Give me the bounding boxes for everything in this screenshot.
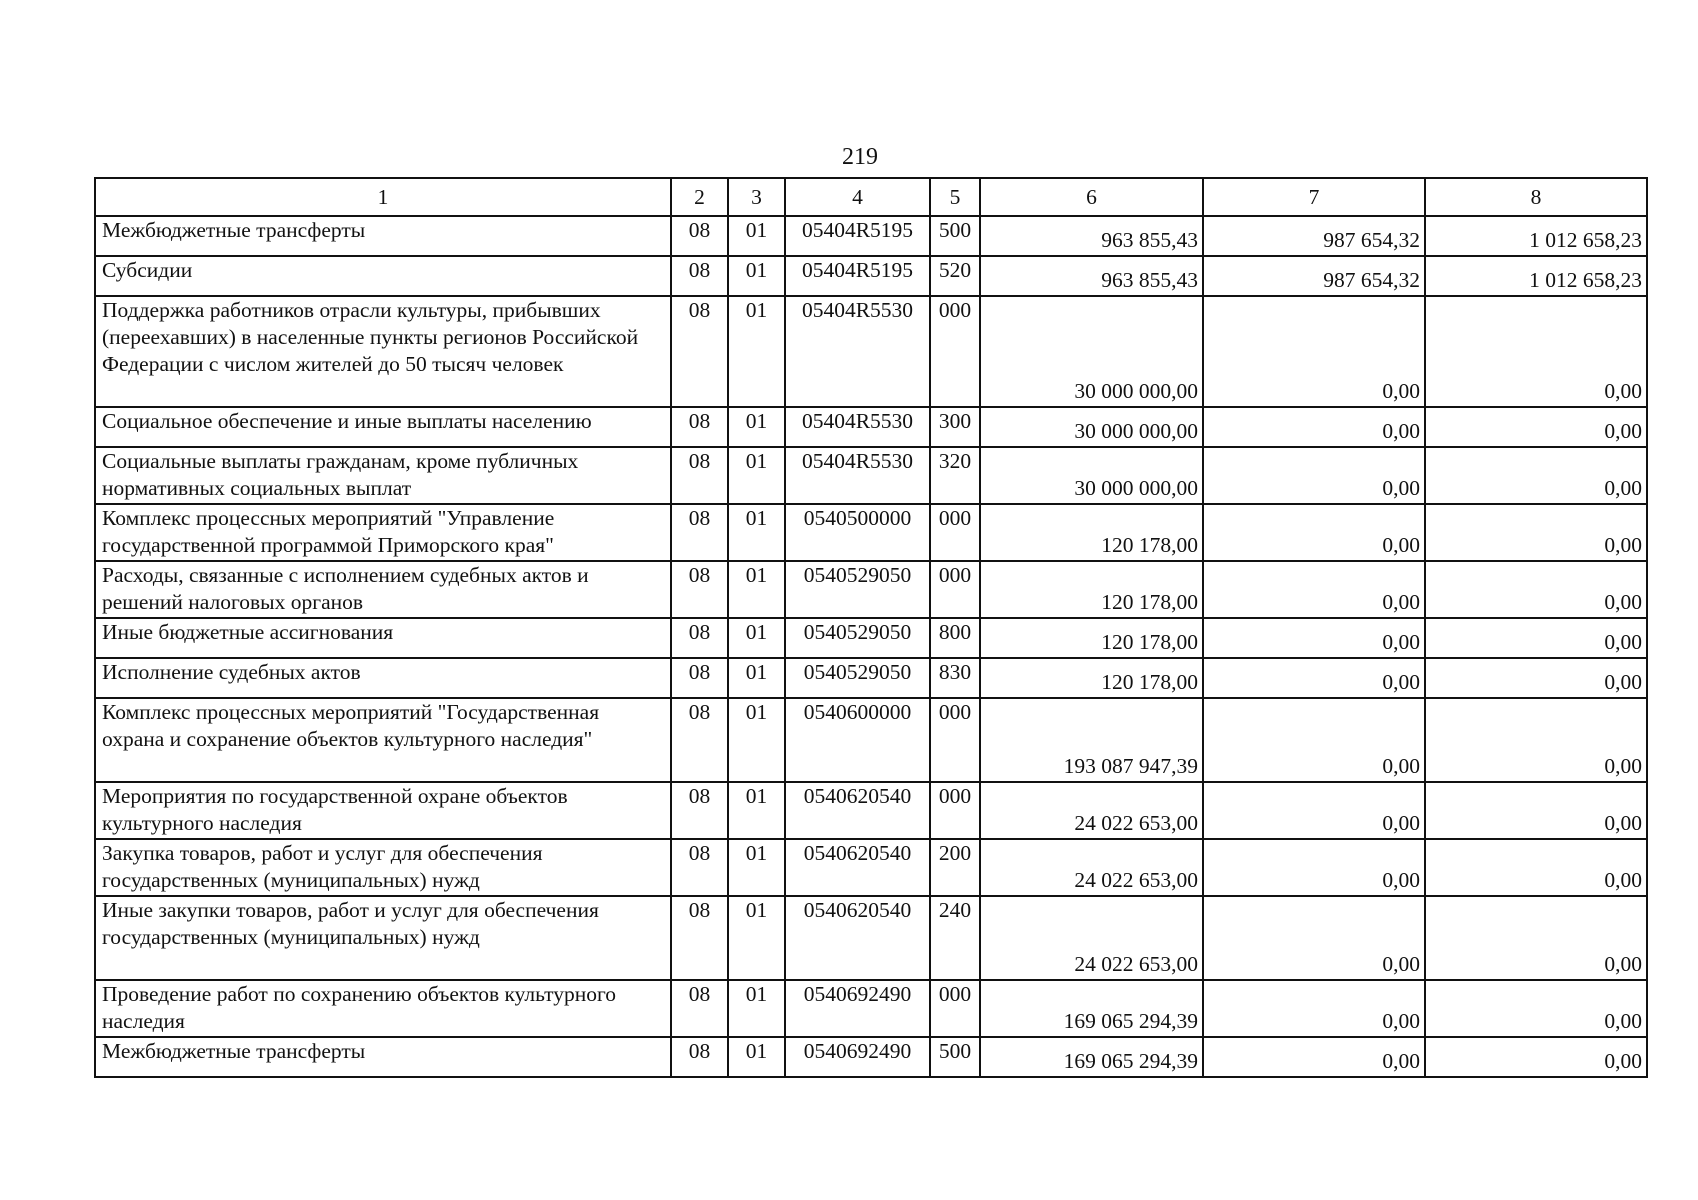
row-amount-6: 963 855,43: [980, 216, 1203, 256]
row-amount-7: 0,00: [1203, 407, 1425, 447]
row-subsection: 01: [728, 658, 785, 698]
row-name: Межбюджетные трансферты: [95, 216, 671, 256]
row-amount-6: 120 178,00: [980, 658, 1203, 698]
row-expense-type: 000: [930, 561, 980, 618]
row-amount-8: 1 012 658,23: [1425, 216, 1647, 256]
row-amount-8: 0,00: [1425, 698, 1647, 782]
row-section: 08: [671, 216, 728, 256]
table-row: [95, 296, 1647, 407]
row-target-code: 0540529050: [785, 561, 930, 618]
column-header: 7: [1203, 178, 1425, 216]
row-name: Комплекс процессных мероприятий "Управление государственной программой Приморского края": [95, 504, 671, 561]
row-amount-6: 120 178,00: [980, 504, 1203, 561]
table-row: [95, 658, 1647, 698]
column-header: 5: [930, 178, 980, 216]
table-row: [95, 447, 1647, 504]
row-target-code: 0540529050: [785, 618, 930, 658]
row-subsection: 01: [728, 296, 785, 407]
row-amount-7: 0,00: [1203, 504, 1425, 561]
row-amount-7: 0,00: [1203, 447, 1425, 504]
row-target-code: 0540692490: [785, 1037, 930, 1077]
row-amount-6: 24 022 653,00: [980, 839, 1203, 896]
row-target-code: 0540620540: [785, 839, 930, 896]
row-name: Поддержка работников отрасли культуры, прибывших (переехавших) в населенные пункты регионов Российской Федерации с числом жителей до 50 тысяч человек: [95, 296, 671, 407]
row-amount-8: 0,00: [1425, 782, 1647, 839]
row-expense-type: 300: [930, 407, 980, 447]
row-expense-type: 000: [930, 504, 980, 561]
row-amount-6: 169 065 294,39: [980, 1037, 1203, 1077]
row-section: 08: [671, 407, 728, 447]
row-amount-6: 120 178,00: [980, 561, 1203, 618]
row-target-code: 05404R5195: [785, 216, 930, 256]
table-row: [95, 618, 1647, 658]
row-amount-8: 0,00: [1425, 561, 1647, 618]
row-expense-type: 000: [930, 782, 980, 839]
row-amount-7: 0,00: [1203, 698, 1425, 782]
table-row: [95, 504, 1647, 561]
row-name: Комплекс процессных мероприятий "Государственная охрана и сохранение объектов культурного наследия": [95, 698, 671, 782]
row-section: 08: [671, 504, 728, 561]
row-amount-8: 0,00: [1425, 447, 1647, 504]
row-amount-7: 0,00: [1203, 896, 1425, 980]
row-amount-6: 963 855,43: [980, 256, 1203, 296]
row-target-code: 05404R5530: [785, 296, 930, 407]
row-amount-7: 0,00: [1203, 839, 1425, 896]
row-expense-type: 520: [930, 256, 980, 296]
row-expense-type: 000: [930, 698, 980, 782]
row-section: 08: [671, 896, 728, 980]
row-expense-type: 000: [930, 980, 980, 1037]
row-target-code: 0540500000: [785, 504, 930, 561]
row-subsection: 01: [728, 618, 785, 658]
row-section: 08: [671, 839, 728, 896]
column-header: 3: [728, 178, 785, 216]
row-target-code: 0540600000: [785, 698, 930, 782]
row-subsection: 01: [728, 216, 785, 256]
budget-table: [94, 177, 1648, 1078]
row-section: 08: [671, 698, 728, 782]
column-header: 1: [95, 178, 671, 216]
row-amount-8: 0,00: [1425, 618, 1647, 658]
row-amount-7: 0,00: [1203, 618, 1425, 658]
row-name: Закупка товаров, работ и услуг для обеспечения государственных (муниципальных) нужд: [95, 839, 671, 896]
row-section: 08: [671, 980, 728, 1037]
row-amount-7: 987 654,32: [1203, 256, 1425, 296]
table-row: [95, 698, 1647, 782]
column-header: 4: [785, 178, 930, 216]
row-expense-type: 500: [930, 1037, 980, 1077]
row-amount-7: 987 654,32: [1203, 216, 1425, 256]
row-subsection: 01: [728, 447, 785, 504]
column-header: 6: [980, 178, 1203, 216]
row-name: Проведение работ по сохранению объектов культурного наследия: [95, 980, 671, 1037]
table-row: [95, 839, 1647, 896]
row-subsection: 01: [728, 698, 785, 782]
row-amount-8: 0,00: [1425, 296, 1647, 407]
row-amount-6: 24 022 653,00: [980, 782, 1203, 839]
row-target-code: 0540620540: [785, 782, 930, 839]
row-amount-8: 0,00: [1425, 980, 1647, 1037]
row-subsection: 01: [728, 504, 785, 561]
row-name: Социальные выплаты гражданам, кроме публичных нормативных социальных выплат: [95, 447, 671, 504]
row-name: Субсидии: [95, 256, 671, 296]
row-expense-type: 500: [930, 216, 980, 256]
row-amount-6: 120 178,00: [980, 618, 1203, 658]
row-amount-6: 169 065 294,39: [980, 980, 1203, 1037]
table-row: [95, 980, 1647, 1037]
table-row: [95, 1037, 1647, 1077]
row-target-code: 0540692490: [785, 980, 930, 1037]
row-name: Межбюджетные трансферты: [95, 1037, 671, 1077]
row-expense-type: 800: [930, 618, 980, 658]
table-row: [95, 407, 1647, 447]
row-amount-6: 30 000 000,00: [980, 296, 1203, 407]
row-target-code: 0540620540: [785, 896, 930, 980]
row-section: 08: [671, 561, 728, 618]
column-header: 8: [1425, 178, 1647, 216]
row-subsection: 01: [728, 839, 785, 896]
row-expense-type: 830: [930, 658, 980, 698]
table-row: [95, 561, 1647, 618]
row-amount-8: 0,00: [1425, 658, 1647, 698]
row-amount-8: 0,00: [1425, 896, 1647, 980]
row-amount-7: 0,00: [1203, 561, 1425, 618]
row-expense-type: 240: [930, 896, 980, 980]
row-name: Иные закупки товаров, работ и услуг для обеспечения государственных (муниципальных) нужд: [95, 896, 671, 980]
row-subsection: 01: [728, 407, 785, 447]
row-expense-type: 200: [930, 839, 980, 896]
row-amount-7: 0,00: [1203, 658, 1425, 698]
row-section: 08: [671, 296, 728, 407]
row-amount-7: 0,00: [1203, 980, 1425, 1037]
row-amount-7: 0,00: [1203, 296, 1425, 407]
table-row: [95, 216, 1647, 256]
row-subsection: 01: [728, 782, 785, 839]
row-amount-7: 0,00: [1203, 782, 1425, 839]
row-amount-8: 0,00: [1425, 407, 1647, 447]
row-target-code: 05404R5530: [785, 407, 930, 447]
table-header-row: [95, 178, 1647, 216]
row-name: Мероприятия по государственной охране объектов культурного наследия: [95, 782, 671, 839]
column-header: 2: [671, 178, 728, 216]
row-section: 08: [671, 447, 728, 504]
row-target-code: 05404R5530: [785, 447, 930, 504]
row-target-code: 05404R5195: [785, 256, 930, 296]
row-name: Расходы, связанные с исполнением судебных актов и решений налоговых органов: [95, 561, 671, 618]
row-amount-6: 30 000 000,00: [980, 447, 1203, 504]
row-section: 08: [671, 256, 728, 296]
row-target-code: 0540529050: [785, 658, 930, 698]
row-section: 08: [671, 1037, 728, 1077]
row-name: Социальное обеспечение и иные выплаты населению: [95, 407, 671, 447]
table-row: [95, 782, 1647, 839]
row-section: 08: [671, 618, 728, 658]
table-row: [95, 256, 1647, 296]
row-amount-6: 24 022 653,00: [980, 896, 1203, 980]
row-subsection: 01: [728, 561, 785, 618]
row-subsection: 01: [728, 980, 785, 1037]
row-amount-8: 1 012 658,23: [1425, 256, 1647, 296]
row-name: Иные бюджетные ассигнования: [95, 618, 671, 658]
row-amount-8: 0,00: [1425, 1037, 1647, 1077]
row-expense-type: 320: [930, 447, 980, 504]
row-section: 08: [671, 658, 728, 698]
row-section: 08: [671, 782, 728, 839]
row-amount-7: 0,00: [1203, 1037, 1425, 1077]
row-amount-6: 30 000 000,00: [980, 407, 1203, 447]
table-row: [95, 896, 1647, 980]
row-subsection: 01: [728, 1037, 785, 1077]
row-name: Исполнение судебных актов: [95, 658, 671, 698]
page-number: 219: [842, 144, 878, 170]
row-subsection: 01: [728, 896, 785, 980]
row-amount-8: 0,00: [1425, 504, 1647, 561]
row-amount-8: 0,00: [1425, 839, 1647, 896]
row-amount-6: 193 087 947,39: [980, 698, 1203, 782]
row-expense-type: 000: [930, 296, 980, 407]
row-subsection: 01: [728, 256, 785, 296]
